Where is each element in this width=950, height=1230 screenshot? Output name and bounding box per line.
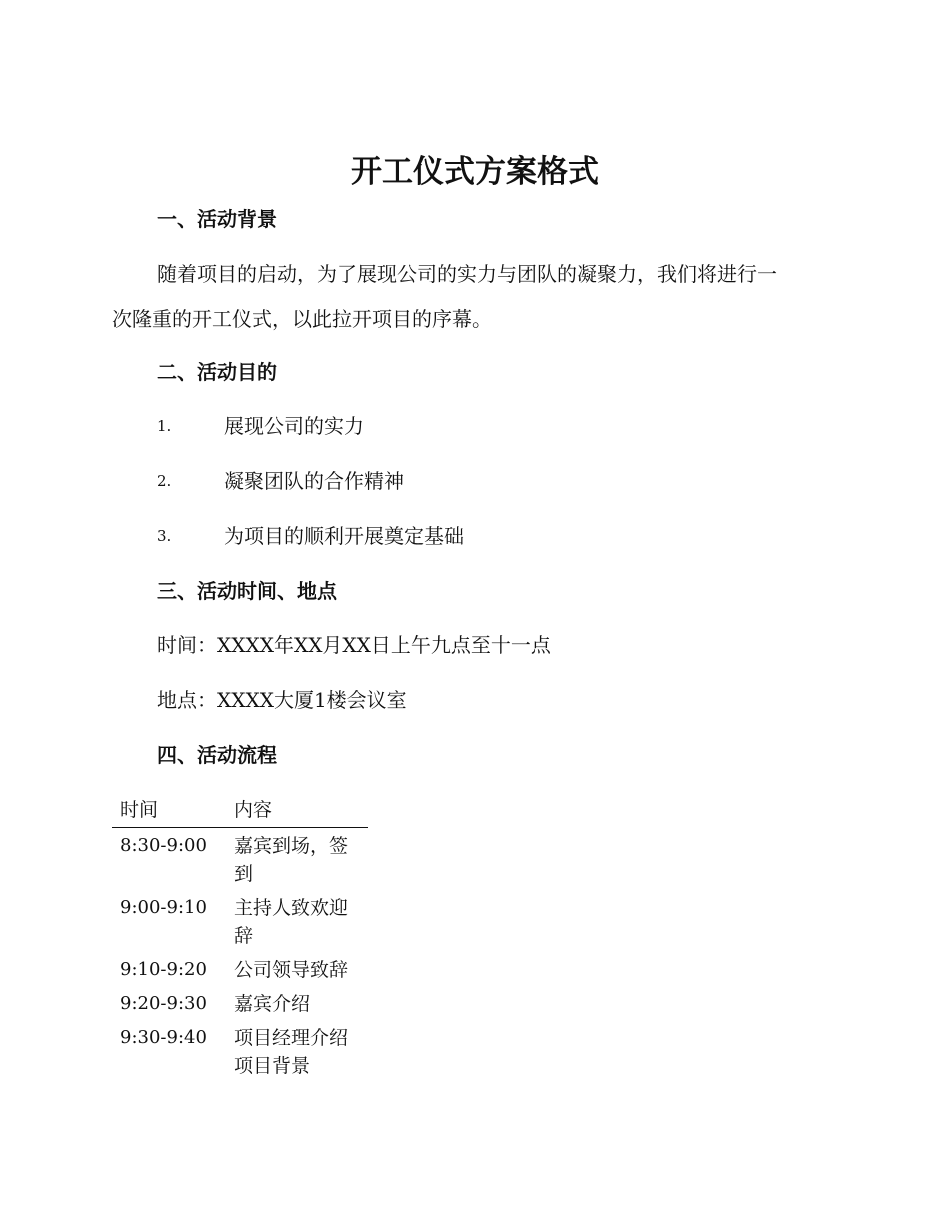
list-item-text: 展现公司的实力 [224, 414, 364, 438]
section-heading-background: 一、活动背景 [157, 207, 277, 231]
list-item-number: 1. [157, 417, 172, 435]
row-time: 9:20-9:30 [120, 993, 207, 1014]
row-time: 9:30-9:40 [120, 1027, 207, 1048]
row-content: 嘉宾介绍 [233, 993, 310, 1015]
document-title: 开工仪式方案格式 [351, 154, 599, 190]
section-heading-time-place: 三、活动时间、地点 [157, 579, 337, 603]
table-header-time: 时间 [112, 795, 226, 828]
list-item-number: 2. [157, 472, 172, 490]
background-paragraph-line-1: 随着项目的启动，为了展现公司的实力与团队的凝聚力，我们将进行一 [157, 262, 777, 286]
table-header-row [112, 795, 368, 828]
row-content: 嘉宾到场，签到 [233, 835, 348, 885]
event-time-text: 时间：XXXX年XX月XX日上午九点至十一点 [157, 633, 551, 657]
list-item-text: 凝聚团队的合作精神 [224, 469, 404, 493]
section-heading-schedule: 四、活动流程 [157, 743, 277, 767]
table-row [112, 828, 368, 891]
row-time: 9:00-9:10 [120, 897, 207, 918]
row-content: 项目经理介绍项目背景 [233, 1027, 348, 1077]
schedule-table [112, 795, 368, 1082]
section-heading-purpose: 二、活动目的 [157, 360, 277, 384]
table-row [112, 890, 368, 952]
list-item-number: 3. [157, 527, 172, 545]
row-time: 9:10-9:20 [120, 959, 207, 980]
table-row [112, 952, 368, 986]
row-content: 主持人致欢迎辞 [233, 897, 348, 947]
background-paragraph-line-2: 次隆重的开工仪式，以此拉开项目的序幕。 [112, 307, 492, 331]
table-row [112, 986, 368, 1020]
table-row [112, 1020, 368, 1082]
row-content: 公司领导致辞 [233, 959, 348, 981]
event-place-text: 地点：XXXX大厦1楼会议室 [157, 688, 407, 712]
list-item-text: 为项目的顺利开展奠定基础 [224, 524, 464, 548]
row-time: 8:30-9:00 [120, 835, 207, 856]
table-header-content: 内容 [226, 795, 368, 828]
